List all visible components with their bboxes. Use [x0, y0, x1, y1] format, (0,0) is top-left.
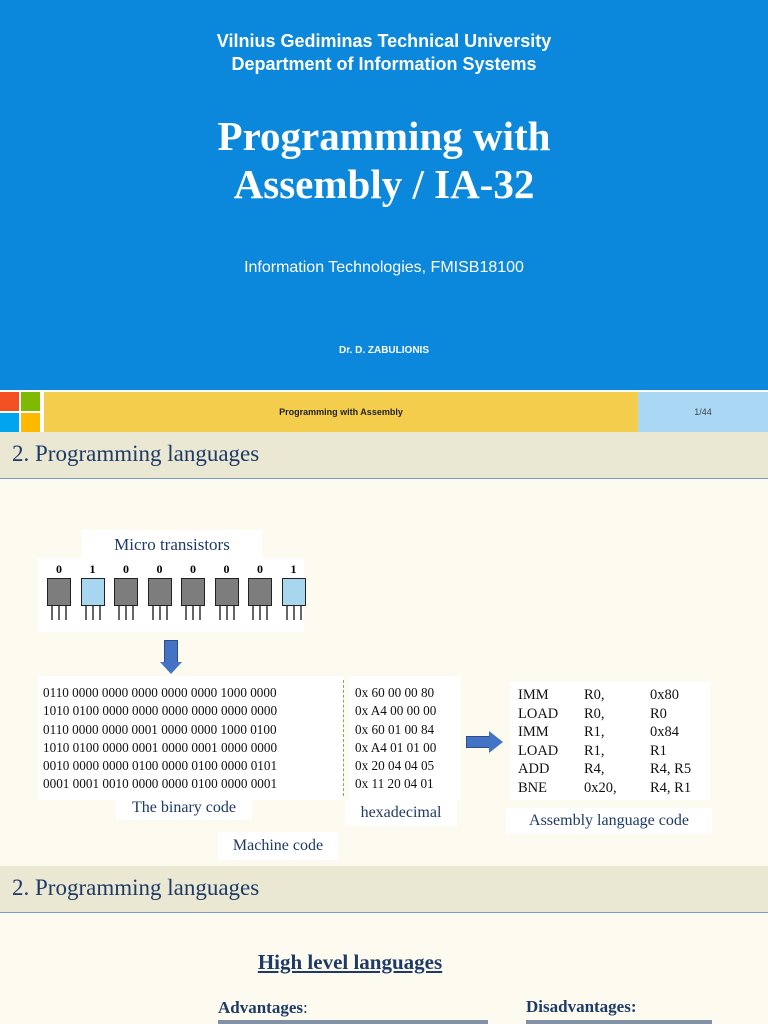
transistor-leg: [125, 606, 127, 620]
assembly-cell: R4, R1: [650, 779, 692, 796]
transistor-leg: [219, 606, 221, 620]
transistor-icon: [114, 578, 138, 606]
university-header: [0, 30, 768, 76]
university-name: Vilnius Gediminas Technical University: [216, 31, 552, 51]
assembly-cell: IMM: [518, 687, 549, 703]
hex-line: 0x A4 01 01 00: [355, 739, 437, 755]
bit-label: 1: [89, 562, 96, 576]
disadvantages-heading: Disadvantages:: [526, 997, 637, 1016]
hex-line: 0x 60 00 00 80: [355, 685, 435, 700]
cut-off-text: [526, 1020, 712, 1024]
transistor-leg: [65, 606, 67, 620]
footer-title: Programming with Assembly: [44, 392, 638, 432]
transistor-icon: [282, 578, 306, 606]
advantages-heading: [218, 998, 308, 1018]
title-slide: [0, 0, 768, 390]
slide-high-level-languages: [0, 866, 768, 1024]
assembly-cell: LOAD: [518, 742, 559, 759]
arrow-right-head-icon: [489, 731, 503, 753]
title-line-1: Programming with: [217, 113, 551, 159]
assembly-code-panel: [510, 682, 710, 800]
slide-heading-text: 2. Programming languages: [12, 441, 260, 466]
transistor-icon: [148, 578, 172, 606]
binary-line: 1010 0100 0000 0000 0000 0000 0000 0000: [43, 703, 278, 719]
transistor-leg: [99, 606, 101, 620]
title-line-2: Assembly / IA-32: [233, 161, 535, 207]
binary-code-label: The binary code: [116, 796, 252, 820]
transistor-leg: [233, 606, 235, 620]
department-name: Department of Information Systems: [231, 54, 537, 74]
transistor-leg: [192, 606, 194, 620]
assembly-row: [518, 686, 710, 705]
page-number: 1/44: [638, 392, 768, 432]
transistor-leg: [293, 606, 295, 620]
slide-machine-code: [0, 432, 768, 866]
hex-line: 0x 20 04 04 05: [355, 758, 435, 774]
bit-label: 0: [156, 562, 163, 576]
transistor-leg: [51, 606, 53, 620]
arrow-down-head-icon: [160, 662, 182, 674]
slide-footer: [0, 392, 768, 432]
binary-line: 0001 0001 0010 0000 0000 0100 0000 0001: [43, 776, 278, 792]
hex-label: hexadecimal: [345, 800, 457, 826]
assembly-row: [518, 723, 710, 742]
transistor-leg: [199, 606, 201, 620]
logo-square: [0, 413, 19, 432]
assembly-label: Assembly language code: [506, 808, 712, 834]
assembly-cell: R0,: [584, 687, 605, 703]
transistor-leg: [159, 606, 161, 620]
logo-square: [21, 392, 40, 411]
divider: [343, 680, 344, 796]
hex-line: 0x A4 00 00 00: [355, 703, 437, 719]
transistor-leg: [266, 606, 268, 620]
assembly-cell: 0x84: [650, 724, 679, 740]
assembly-cell: R1: [650, 742, 667, 759]
assembly-cell: 0x20,: [584, 779, 617, 796]
transistor-icon: [215, 578, 239, 606]
arrow-down-icon: [164, 640, 178, 664]
transistor-leg: [118, 606, 120, 620]
hex-code-panel: [349, 676, 461, 800]
bit-label: 0: [123, 562, 129, 576]
bit-label: 0: [190, 562, 196, 576]
binary-line: 0010 0000 0000 0100 0000 0100 0000 0101: [43, 758, 278, 774]
windows-logo-icon: [0, 392, 40, 432]
transistor-leg: [132, 606, 134, 620]
transistor-leg: [185, 606, 187, 620]
hex-line: 0x 11 20 04 01: [355, 776, 434, 792]
transistor-leg: [85, 606, 87, 620]
transistor-panel: [38, 558, 304, 632]
transistor-leg: [286, 606, 288, 620]
assembly-row: [518, 705, 710, 724]
logo-square: [21, 413, 40, 432]
transistor-leg: [92, 606, 94, 620]
assembly-cell: R0,: [584, 705, 605, 722]
bit-label: 0: [56, 562, 62, 576]
logo-square: [0, 392, 19, 411]
binary-line: 1010 0100 0000 0001 0000 0001 0000 0000: [43, 739, 278, 755]
transistor-leg: [300, 606, 302, 620]
course-name: Information Technologies, FMISB18100: [244, 259, 524, 276]
assembly-row: [518, 760, 710, 779]
transistor-leg: [226, 606, 228, 620]
transistor-icon: [181, 578, 205, 606]
assembly-cell: LOAD: [518, 705, 559, 722]
transistor-icon: [248, 578, 272, 606]
slide-heading: [0, 866, 768, 913]
advantages-text: Advantages: [218, 998, 304, 1017]
assembly-cell: R4,: [584, 761, 605, 777]
machine-code-label: Machine code: [218, 832, 338, 860]
bit-label: 0: [223, 562, 230, 576]
presentation-title: [0, 112, 768, 208]
transistor-leg: [152, 606, 154, 620]
binary-line: 0110 0000 0000 0001 0000 0000 1000 0100: [43, 721, 277, 737]
transistor-leg: [259, 606, 261, 620]
author-name: Dr. D. ZABULIONIS: [338, 345, 429, 356]
hex-line: 0x 60 01 00 84: [355, 721, 435, 737]
binary-line: 0110 0000 0000 0000 0000 0000 1000 0000: [43, 685, 277, 700]
transistor-icon: [47, 578, 71, 606]
transistor-icon: [81, 578, 105, 606]
bit-label: 1: [290, 562, 297, 576]
binary-code-panel: [38, 676, 344, 800]
transistors-label: Micro transistors: [82, 530, 262, 560]
slide-heading: [0, 432, 768, 479]
transistor-leg: [166, 606, 168, 620]
assembly-row: [518, 742, 710, 761]
bit-label: 0: [257, 562, 263, 576]
assembly-row: [518, 779, 710, 798]
advantages-colon: :: [303, 998, 308, 1017]
assembly-cell: ADD: [518, 761, 550, 777]
arrow-right-icon: [466, 736, 490, 748]
assembly-cell: R0: [650, 705, 667, 722]
assembly-cell: R4, R5: [650, 761, 692, 777]
high-level-languages-heading: High level languages: [257, 950, 443, 974]
assembly-cell: BNE: [518, 779, 547, 796]
slide-heading-text: 2. Programming languages: [12, 875, 260, 900]
assembly-cell: R1,: [584, 742, 605, 759]
cut-off-text: [218, 1020, 488, 1024]
transistor-leg: [58, 606, 60, 620]
assembly-cell: IMM: [518, 724, 549, 740]
transistor-leg: [252, 606, 254, 620]
assembly-cell: 0x80: [650, 687, 679, 703]
assembly-cell: R1,: [584, 724, 605, 740]
